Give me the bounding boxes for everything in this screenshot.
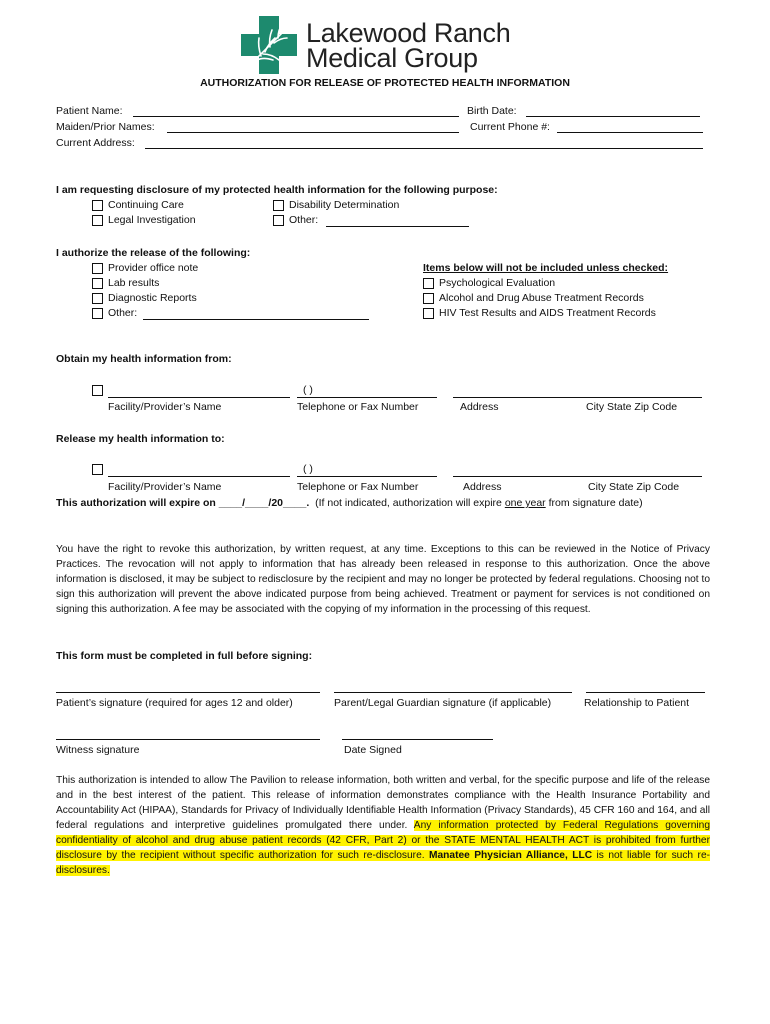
checkbox-legal-investigation[interactable] — [92, 215, 103, 226]
obtain-facility-field[interactable] — [108, 397, 290, 398]
checkbox-lab-results[interactable] — [92, 278, 103, 289]
footer-highlight-company: Manatee Physician Alliance, LLC — [429, 850, 593, 861]
checkbox-alcohol-drug-records[interactable] — [423, 293, 434, 304]
date-signed-label: Date Signed — [344, 744, 402, 756]
obtain-phone-field[interactable] — [297, 397, 437, 398]
purpose-heading: I am requesting disclosure of my protected health information for the following purpose: — [56, 184, 498, 196]
patient-signature-label: Patient’s signature (required for ages 12 and older) — [56, 697, 293, 709]
checkbox-hiv-aids-records[interactable] — [423, 308, 434, 319]
checkbox-disability-determination[interactable] — [273, 200, 284, 211]
item-diagnostic-reports: Diagnostic Reports — [108, 292, 197, 304]
date-signed-field[interactable] — [342, 739, 493, 740]
option-disability-determination: Disability Determination — [289, 199, 400, 211]
release-to-heading: Release my health information to: — [56, 433, 225, 445]
special-items-heading: Items below will not be included unless checked: — [423, 262, 669, 274]
item-psychological-evaluation: Psychological Evaluation — [439, 277, 556, 289]
release-to-phone-paren: ( ) — [303, 463, 313, 475]
current-phone-field[interactable] — [557, 132, 703, 133]
checkbox-psychological-evaluation[interactable] — [423, 278, 434, 289]
release-to-city-label: City State Zip Code — [588, 481, 680, 493]
release-to-phone-label: Telephone or Fax Number — [297, 481, 419, 493]
expiration-note-start: (If not indicated, authorization will expire — [315, 497, 505, 509]
footer-text: This authorization is intended to allow The Pavilion to release information, both written and verbal, for the specific purpose and life of the release and in the best interest of the patient. This release of information demonstrates compliance with the Health Insurance Portability and Accountability Act (HIPAA), Standards for Privacy of Individually Identifiable Health Information (Privacy Standards), 45 CFR 160 and 164, and all federal regulations and interpretive guidelines promulgated there under. — [56, 775, 710, 831]
release-heading: I authorize the release of the following: — [56, 247, 251, 259]
current-address-label: Current Address: — [56, 137, 135, 149]
birth-date-label: Birth Date: — [467, 105, 517, 117]
expiration-note-end: from signature date) — [545, 497, 643, 509]
release-other-field[interactable] — [143, 319, 369, 320]
checkbox-release-other[interactable] — [92, 308, 103, 319]
checkbox-release-to[interactable] — [92, 464, 103, 475]
obtain-phone-paren: ( ) — [303, 384, 313, 396]
release-to-address-field[interactable] — [453, 476, 702, 477]
item-release-other: Other: — [108, 307, 138, 319]
item-provider-office-note: Provider office note — [108, 262, 199, 274]
maiden-names-field[interactable] — [167, 132, 459, 133]
footer-paragraph — [56, 773, 710, 878]
maiden-names-label: Maiden/Prior Names: — [56, 121, 155, 133]
item-hiv-aids-records: HIV Test Results and AIDS Treatment Records — [439, 307, 656, 319]
current-address-field[interactable] — [145, 148, 703, 149]
expiration-line — [56, 497, 643, 510]
footer-highlight: Any information protected by Federal Regulations governing confidentiality of alcohol and drug abuse patient records (42 CFR, Part 2) or the STATE MENTAL HEALTH ACT is prohibited from further disclosure by the recipient without specific authorization for such re-disclosure. — [56, 820, 710, 861]
logo-line-2: Medical Group — [306, 43, 478, 73]
obtain-heading: Obtain my health information from: — [56, 353, 232, 365]
logo-cross-icon — [241, 16, 297, 74]
checkbox-continuing-care[interactable] — [92, 200, 103, 211]
relationship-label: Relationship to Patient — [584, 697, 690, 709]
release-to-facility-label: Facility/Provider’s Name — [108, 481, 222, 493]
witness-signature-label: Witness signature — [56, 744, 140, 756]
current-phone-label: Current Phone #: — [470, 121, 550, 133]
obtain-city-label: City State Zip Code — [586, 401, 678, 413]
birth-date-field[interactable] — [526, 116, 700, 117]
checkbox-provider-office-note[interactable] — [92, 263, 103, 274]
item-alcohol-drug-records: Alcohol and Drug Abuse Treatment Records — [439, 292, 644, 304]
logo-line-1: Lakewood Ranch — [306, 18, 511, 48]
option-legal-investigation: Legal Investigation — [108, 214, 196, 226]
relationship-field[interactable] — [586, 692, 705, 693]
patient-signature-field[interactable] — [56, 692, 320, 693]
checkbox-purpose-other[interactable] — [273, 215, 284, 226]
checkbox-obtain-from[interactable] — [92, 385, 103, 396]
item-lab-results: Lab results — [108, 277, 160, 289]
option-continuing-care: Continuing Care — [108, 199, 184, 211]
expiration-date-field[interactable]: This authorization will expire on ____/____/20____. — [56, 497, 310, 509]
obtain-phone-label: Telephone or Fax Number — [297, 401, 419, 413]
revocation-paragraph: You have the right to revoke this authorization, by written request, at any time. Exceptions to this can be reviewed in the Notice of Privacy Practices. The revocation will not apply to information that has already been released in response to this authorization. Once the above information is disclosed, it may be subject to redisclosure by the recipient and may no longer be protected by federal regulations. Choosing not to sign this authorization will prevent the above indicated purpose from being achieved. Treatment or payment for services is not conditioned on signing this authorization. A fee may be associated with the copying of my information in the processing of this request. — [56, 544, 710, 615]
complete-notice: This form must be completed in full before signing: — [56, 650, 313, 662]
form-title: AUTHORIZATION FOR RELEASE OF PROTECTED HEALTH INFORMATION — [200, 77, 570, 89]
checkbox-diagnostic-reports[interactable] — [92, 293, 103, 304]
option-purpose-other: Other: — [289, 214, 319, 226]
obtain-facility-label: Facility/Provider’s Name — [108, 401, 222, 413]
release-to-address-label: Address — [463, 481, 502, 493]
patient-name-field[interactable] — [133, 116, 459, 117]
footer-highlight-end: is not liable for such re-disclosures. — [56, 850, 711, 876]
release-to-phone-field[interactable] — [297, 476, 437, 477]
release-to-facility-field[interactable] — [108, 476, 290, 477]
obtain-address-label: Address — [460, 401, 499, 413]
guardian-signature-label: Parent/Legal Guardian signature (if applicable) — [334, 697, 552, 709]
obtain-address-field[interactable] — [453, 397, 702, 398]
witness-signature-field[interactable] — [56, 739, 320, 740]
purpose-other-field[interactable] — [326, 226, 469, 227]
expiration-note-one-year: one year — [504, 497, 546, 509]
guardian-signature-field[interactable] — [334, 692, 572, 693]
patient-name-label: Patient Name: — [56, 105, 123, 117]
